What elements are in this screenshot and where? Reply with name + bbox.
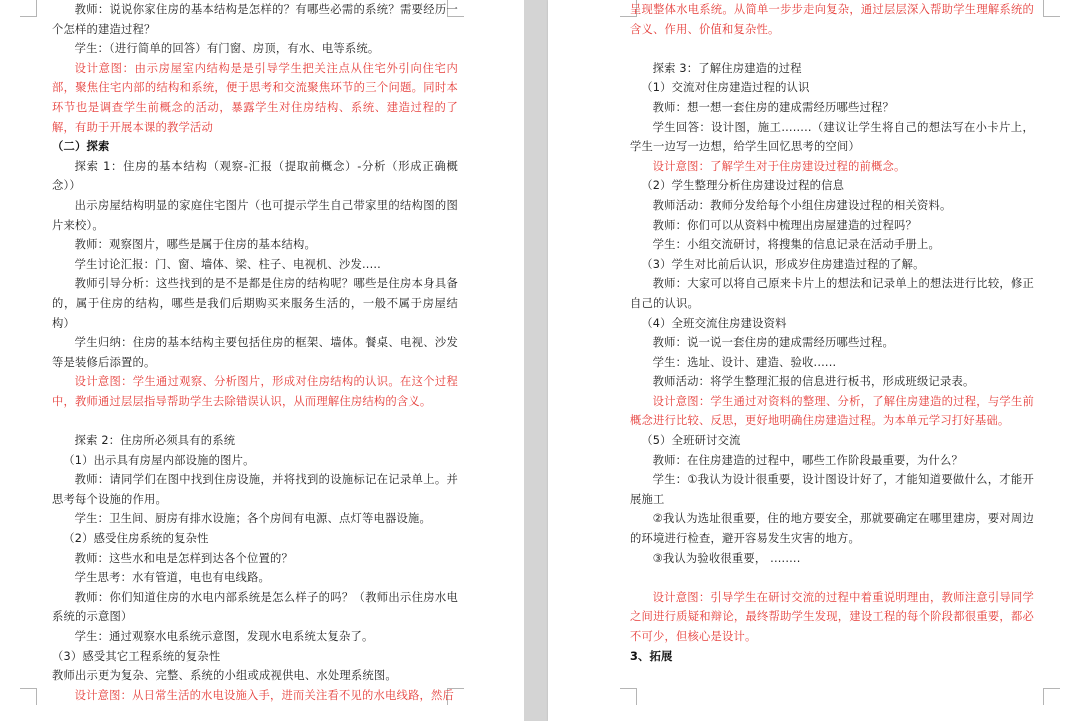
- page-gutter: [524, 0, 548, 721]
- paragraph: 教师：在住房建造的过程中，哪些工作阶段最重要，为什么？: [652, 453, 964, 467]
- page-text-left: [52, 0, 458, 705]
- paragraph: 教师：想一想一套住房的建成需经历哪些过程？: [652, 100, 895, 114]
- margin-marker-bottom-right: [1043, 688, 1060, 705]
- paragraph: （3）学生对比前后认识，形成岁住房建造过程的了解。: [641, 257, 925, 271]
- section-heading: 3、拓展: [630, 649, 673, 663]
- paragraph: （2）感受住房系统的复杂性: [63, 532, 209, 546]
- paragraph: 教师：请同学们在图中找到住房设施，并将找到的设施标记在记录单上。并思考每个设施的作用。: [52, 473, 458, 506]
- paragraph: 学生：选址、设计、建造、验收......: [652, 355, 837, 369]
- paragraph: 探索 1：住房的基本结构（观察-汇报（提取前概念）-分析（形成正确概念））: [52, 159, 458, 193]
- design-intent-paragraph: 设计意图：引导学生在研讨交流的过程中着重说明理由，教师注意引导同学之间进行质疑和辩论，最终帮助学生发现，建设工程的每个阶段都很重要，都必不可少，但核心是设计。: [630, 590, 1034, 643]
- paragraph: 教师活动：将学生整理汇报的信息进行板书，形成班级记录表。: [652, 375, 975, 389]
- paragraph: 学生：小组交流研讨，将搜集的信息记录在活动手册上。: [652, 238, 941, 252]
- paragraph: 学生思考：水有管道，电也有电线路。: [74, 571, 271, 585]
- paragraph: 学生讨论汇报：门、窗、墙体、梁、柱子、电视机、沙发.....: [74, 257, 381, 271]
- paragraph: 教师：大家可以将自己原来卡片上的想法和记录单上的想法进行比较，修正自己的认识。: [630, 277, 1034, 310]
- paragraph: 学生归纳：住房的基本结构主要包括住房的框架、墙体。餐桌、电视、沙发等是装修后添置的。: [52, 336, 458, 369]
- document-page-right[interactable]: [548, 0, 1080, 721]
- paragraph: 出示房屋结构明显的家庭住宅图片（也可提示学生自己带家里的结构图的图片来校）。: [52, 198, 458, 232]
- paragraph: （1）交流对住房建造过程的认识: [641, 81, 810, 95]
- blank-line: [52, 411, 458, 431]
- paragraph: 学生回答：设计图，施工........（建议让学生将自己的想法写在小卡片上，学生一边写一边想，给学生回忆思考的空间）: [630, 120, 1034, 154]
- paragraph: 探索 3：了解住房建造的过程: [652, 61, 802, 75]
- paragraph: 教师：观察图片，哪些是属于住房的基本结构。: [74, 238, 317, 252]
- paragraph: （2）学生整理分析住房建设过程的信息: [641, 179, 845, 193]
- blank-line: [630, 39, 1034, 59]
- paragraph: 学生：通过观察水电系统示意图，发现水电系统太复杂了。: [74, 630, 374, 643]
- margin-marker-top-right: [1043, 0, 1060, 17]
- margin-marker-top-left: [20, 0, 37, 17]
- design-intent-paragraph: 设计意图：从日常生活的水电设施入手，进而关注看不见的水电线路，然后: [74, 688, 454, 702]
- paragraph: 教师：你们可以从资料中梳理出房屋建造的过程吗？: [652, 218, 918, 232]
- paragraph: 教师引导分析：这些找到的是不是都是住房的结构呢？哪些是住房本身具备的，属于住房的结构，哪些是我们后期购买来服务生活的，一般不属于房屋结构）: [52, 277, 458, 330]
- page-text-right: [630, 0, 1034, 666]
- margin-marker-bottom-left: [620, 688, 637, 705]
- paragraph: 探索 2：住房所必须具有的系统: [74, 434, 236, 448]
- design-intent-paragraph: 设计意图：学生通过对资料的整理、分析，了解住房建造的过程，与学生前概念进行比较、反思，更好地明确住房建造过程。为本单元学习打好基础。: [630, 394, 1034, 428]
- paragraph: 教师：你们知道住房的水电内部系统是怎么样子的吗？（教师出示住房水电系统的示意图）: [52, 590, 458, 624]
- paragraph: （5）全班研讨交流: [641, 434, 741, 448]
- document-page-left[interactable]: [0, 0, 524, 721]
- paragraph: 学生：①我认为设计很重要，设计图设计好了，才能知道要做什么，才能开展施工: [630, 473, 1034, 506]
- paragraph: ③我认为验收很重要， ........: [652, 551, 801, 565]
- paragraph: （3）感受其它工程系统的复杂性: [52, 649, 221, 663]
- paragraph: 教师活动：教师分发给每个小组住房建设过程的相关资料。: [652, 198, 952, 212]
- section-heading: （二）探索: [52, 140, 110, 154]
- paragraph: 教师：这些水和电是怎样到达各个位置的？: [74, 551, 294, 565]
- paragraph: ②我认为选址很重要，住的地方要安全，那就要确定在哪里建房，要对周边的环境进行检查，避开容易发生灾害的地方。: [630, 512, 1034, 546]
- design-intent-paragraph: 设计意图：由示房屋室内结构是是引导学生把关注点从住宅外引向住宅内部，聚焦住宅内部的结构和系统，便于思考和交流聚焦环节的三个问题。同时本环节也是调查学生前概念的活动，暴露学生对住房结构、系统、建造过程的了解，有助于开展本课的教学活动: [52, 61, 458, 134]
- paragraph: 学生：（进行简单的回答）有门窗、房顶，有水、电等系统。: [74, 42, 380, 56]
- paragraph: （1）出示具有房屋内部设施的图片。: [63, 453, 255, 467]
- margin-marker-bottom-left: [20, 688, 37, 705]
- design-intent-paragraph: 设计意图：学生通过观察、分析图片，形成对住房结构的认识。在这个过程中，教师通过层层指导帮助学生去除错误认识，从而理解住房结构的含义。: [52, 375, 458, 408]
- paragraph: 学生：卫生间、厨房有排水设施；各个房间有电源、点灯等电器设施。: [74, 512, 432, 526]
- design-intent-paragraph: 设计意图：了解学生对于住房建设过程的前概念。: [652, 159, 906, 173]
- paragraph: 教师出示更为复杂、完整、系统的小组或成视供电、水处理系统图。: [52, 669, 397, 683]
- blank-line: [630, 568, 1034, 588]
- paragraph: 教师：说一说一套住房的建成需经历哪些过程。: [652, 336, 895, 350]
- paragraph: 教师：说说你家住房的基本结构是怎样的？有哪些必需的系统？需要经历一个怎样的建造过程？: [52, 3, 458, 36]
- design-intent-paragraph: 呈现整体水电系统。从简单一步步走向复杂，通过层层深入帮助学生理解系统的含义、作用、价值和复杂性。: [630, 3, 1034, 36]
- paragraph: （4）全班交流住房建设资料: [641, 316, 787, 330]
